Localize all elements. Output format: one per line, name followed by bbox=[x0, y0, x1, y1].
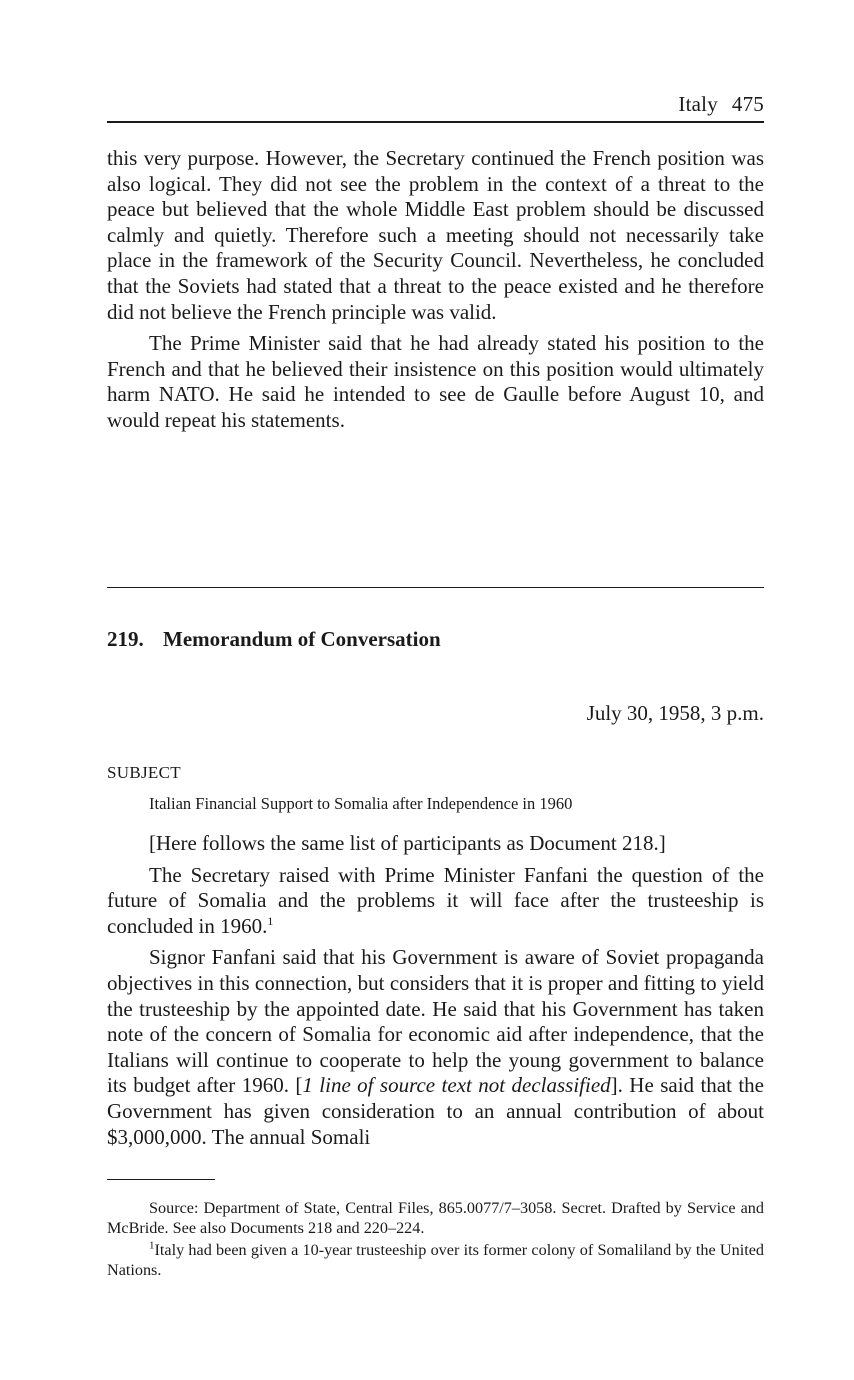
footnotes bbox=[107, 1199, 764, 1280]
subject-label: SUBJECT bbox=[107, 763, 181, 782]
memorandum-paragraph bbox=[107, 863, 764, 940]
document-title: Memorandum of Conversation bbox=[163, 627, 441, 651]
paragraph-text: Signor Fanfani said that his Government is aware of Soviet propaganda objectives in this connection, but considers that it is proper and fitting to yield the trusteeship by the appointed date. He said that his Government has taken note of the concern of Somalia for economic aid after independence, that the Italians will continue to cooperate to help the young government to balance its budget after 1960. [ bbox=[107, 945, 764, 1098]
document-number: 219. bbox=[107, 627, 144, 651]
footnote-reference[interactable]: 1 bbox=[267, 913, 274, 928]
running-head-title: Italy bbox=[678, 92, 718, 116]
footnote-1 bbox=[107, 1241, 764, 1280]
page-number: 475 bbox=[731, 92, 764, 116]
memorandum-paragraph bbox=[107, 945, 764, 1150]
section-divider bbox=[107, 587, 764, 588]
paragraph-text: ]. He said that the Government has given consideration to an annual contribution of about $3,000,000. The annual Somali bbox=[107, 1073, 765, 1149]
header-rule bbox=[107, 121, 764, 123]
document-heading bbox=[107, 627, 441, 652]
running-head bbox=[678, 92, 764, 117]
continuation-paragraph: The Prime Minister said that he had already stated his position to the French and that he believed their insistence on this position would ultimately harm NATO. He said he intended to see de Gaulle before August 10, and would repeat his statements. bbox=[107, 331, 764, 432]
paragraph-text: The Secretary raised with Prime Minister Fanfani the question of the future of Somalia and the problems it will face after the trusteeship is concluded in 1960. bbox=[107, 862, 764, 938]
footnote-text: Italy had been given a 10-year trusteeship over its former colony of Somaliland by the United Nations. bbox=[107, 1241, 764, 1279]
participants-note: [Here follows the same list of participants as Document 218.] bbox=[149, 831, 666, 855]
footnote-rule bbox=[107, 1179, 215, 1180]
document-date: July 30, 1958, 3 p.m. bbox=[586, 701, 764, 725]
footnote-number: 1 bbox=[149, 1239, 155, 1252]
continuation-paragraph: this very purpose. However, the Secretary continued the French position was also logical. They did not see the problem in the context of a threat to the peace but believed that the whole Middle East problem should be discussed calmly and quietly. Therefore such a meeting should not necessarily take place in the framework of the Security Council. Nevertheless, he concluded that the Soviets had stated that a threat to the peace existed and he therefore did not believe the French principle was valid. bbox=[107, 146, 764, 324]
continuation-text bbox=[107, 146, 764, 434]
memorandum-body bbox=[107, 831, 764, 1150]
source-note: Source: Department of State, Central Files, 865.0077/7–3058. Secret. Drafted by Service and McBride. See also Documents 218 and 220–224. bbox=[107, 1199, 764, 1237]
subject-text: Italian Financial Support to Somalia after Independence in 1960 bbox=[149, 794, 573, 813]
editorial-note: 1 line of source text not declassified bbox=[302, 1073, 611, 1098]
